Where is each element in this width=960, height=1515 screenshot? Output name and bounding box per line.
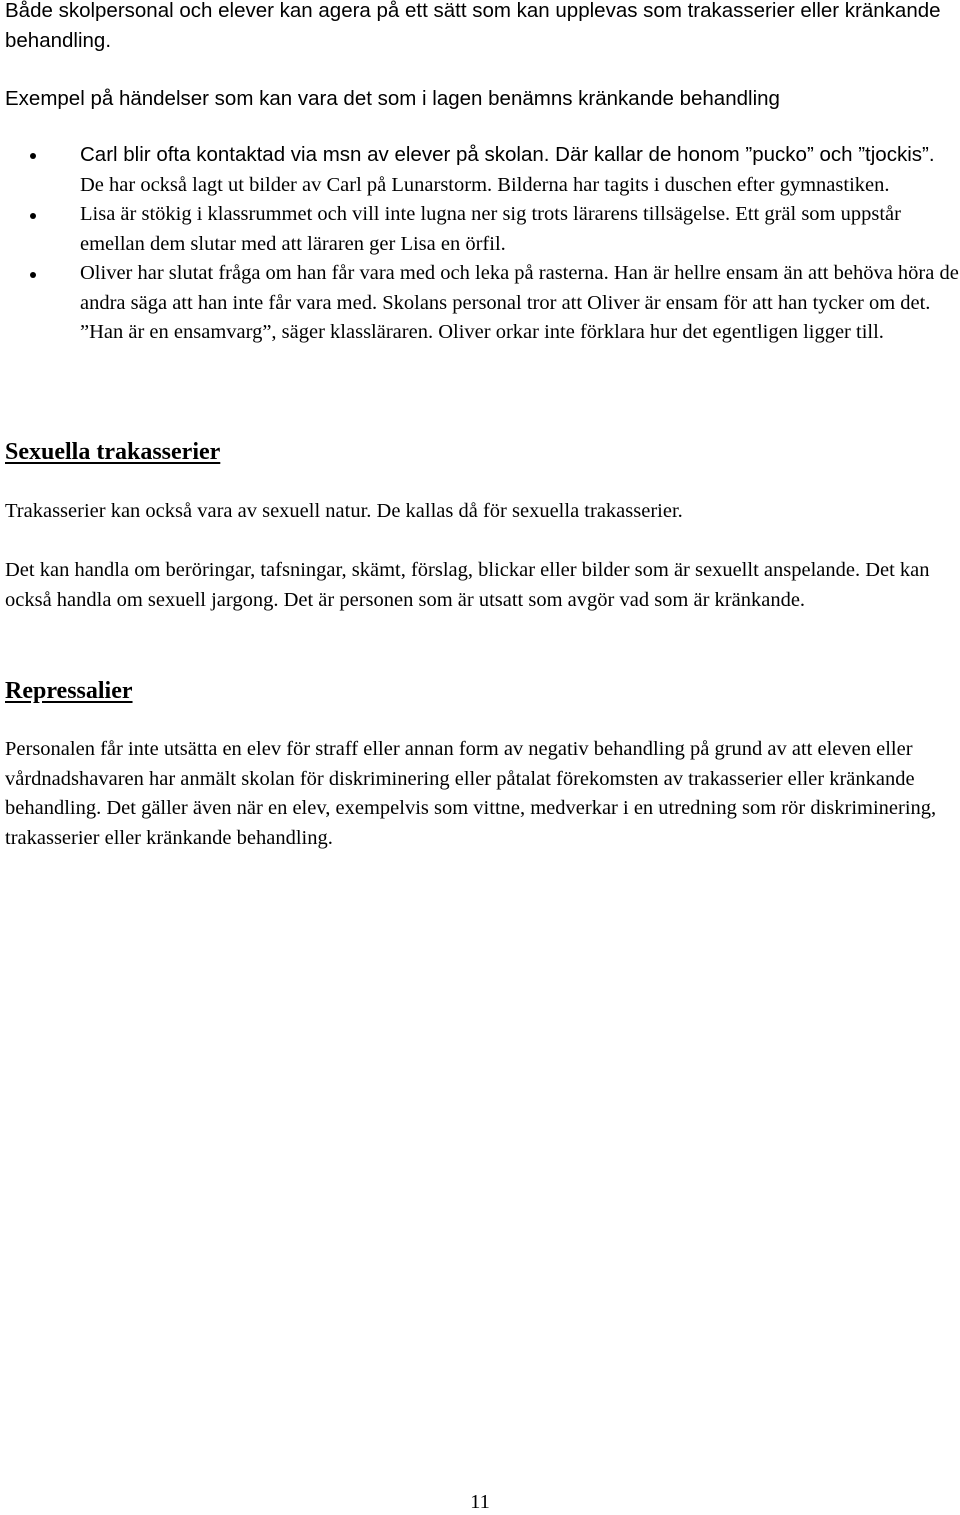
sexual-harassment-paragraph-1: Trakasserier kan också vara av sexuell natur. De kallas då för sexuella trakasserier. xyxy=(5,500,683,522)
example-lisa-text: Lisa är stökig i klassrummet och vill inte lugna ner sig trots lärarens tillsägelse. Ett gräl som uppstår emellan dem slutar med att läraren ger Lisa en örfil. xyxy=(80,203,901,255)
list-item xyxy=(0,200,960,259)
example-oliver-text: Oliver har slutat fråga om han får vara med och leka på rasterna. Han är hellre ensam än att behöva höra de andra säga att han inte får vara med. Skolans personal tror att Oliver är ensam för att han tycker om det. ”Han är en ensamvarg”, säger klassläraren. Oliver orkar inte förklara hur det egentligen ligger till. xyxy=(80,262,959,343)
reprisals-paragraph: Personalen får inte utsätta en elev för straff eller annan form av negativ behandling på grund av att eleven eller vårdnadshavaren har anmält skolan för diskriminering eller påtalat förekomsten av trakasserier eller kränkande behandling. Det gäller även när en elev, exempelvis som vittne, medverkar i en utredning som rör diskriminering, trakasserier eller kränkande behandling. xyxy=(5,738,937,849)
intro-paragraph-1: Både skolpersonal och elever kan agera på ett sätt som kan upplevas som trakasserier eller kränkande behandling. xyxy=(5,0,941,52)
bullet-icon xyxy=(30,153,36,159)
list-item xyxy=(0,259,960,348)
bullet-icon xyxy=(30,272,36,278)
example-carl-text-a: Carl blir ofta kontaktad via msn av elever på skolan. Där kallar de honom ”pucko” och ”tjockis”. xyxy=(80,143,935,166)
section-heading-reprisals: Repressalier xyxy=(5,678,133,704)
list-item xyxy=(0,140,960,200)
intro-paragraph-2: Exempel på händelser som kan vara det som i lagen benämns kränkande behandling xyxy=(5,87,780,110)
example-list xyxy=(0,140,960,348)
page-number: 11 xyxy=(470,1491,490,1513)
section-heading-sexual-harassment: Sexuella trakasserier xyxy=(5,439,221,465)
sexual-harassment-paragraph-2: Det kan handla om beröringar, tafsningar, skämt, förslag, blickar eller bilder som är sexuellt anspelande. Det kan också handla om sexuell jargong. Det är personen som är utsatt som avgör vad som är kränkande. xyxy=(5,559,930,611)
example-carl-text-b: De har också lagt ut bilder av Carl på Lunarstorm. Bilderna har tagits i duschen efter gymnastiken. xyxy=(80,173,890,196)
bullet-icon xyxy=(30,213,36,219)
